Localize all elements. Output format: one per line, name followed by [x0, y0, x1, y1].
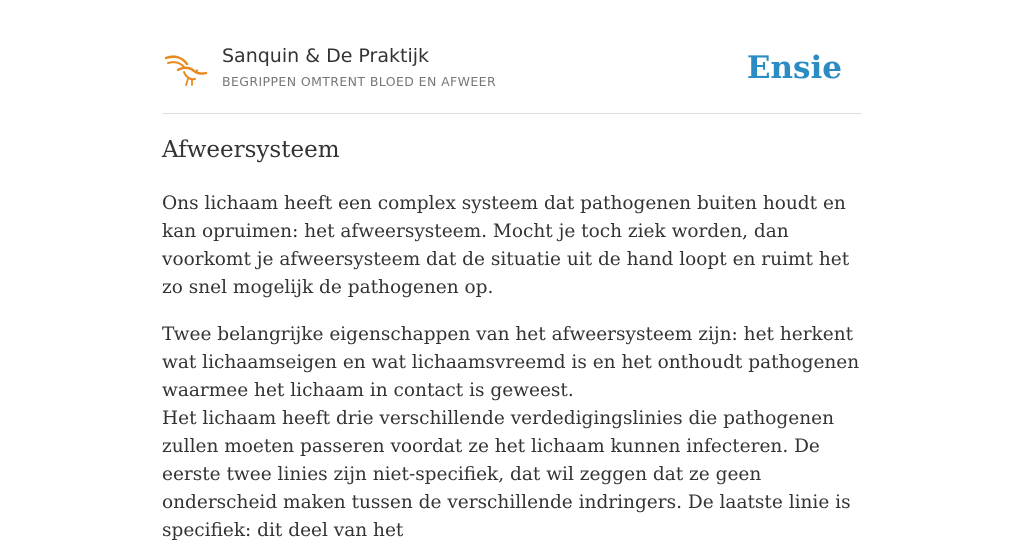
site-header — [162, 40, 862, 114]
article-title: Afweersysteem — [162, 137, 340, 163]
article-paragraph-2: Twee belangrijke eigenschappen van het afweersysteem zijn: het herkent wat lichaamseigen en wat lichaamsvreemd is en het onthoudt pathogenen waarmee het lichaam in contact is geweest. — [162, 324, 860, 401]
article-body — [162, 190, 867, 545]
site-name[interactable]: Sanquin & De Praktijk — [222, 45, 430, 67]
ensie-brand-logo[interactable]: Ensie — [746, 50, 842, 86]
article-paragraph-3: Het lichaam heeft drie verschillende verdedigingslinies die pathogenen zullen moeten passeren voordat ze het lichaam kunnen infecteren. De eerste twee linies zijn niet-specifiek, dat wil zeggen dat ze geen onderscheid maken tussen de verschillende indringers. De laatste linie is specifiek: dit deel van het — [162, 408, 851, 541]
article-paragraph-1: Ons lichaam heeft een complex systeem dat pathogenen buiten houdt en kan opruimen: het afweersysteem. Mocht je toch ziek worden, dan voorkomt je afweersysteem dat de situatie uit de hand loopt en ruimt het zo snel mogelijk de pathogenen op. — [162, 193, 850, 298]
bird-logo-icon[interactable] — [164, 52, 208, 88]
site-tagline: BEGRIPPEN OMTRENT BLOED EN AFWEER — [222, 74, 497, 89]
